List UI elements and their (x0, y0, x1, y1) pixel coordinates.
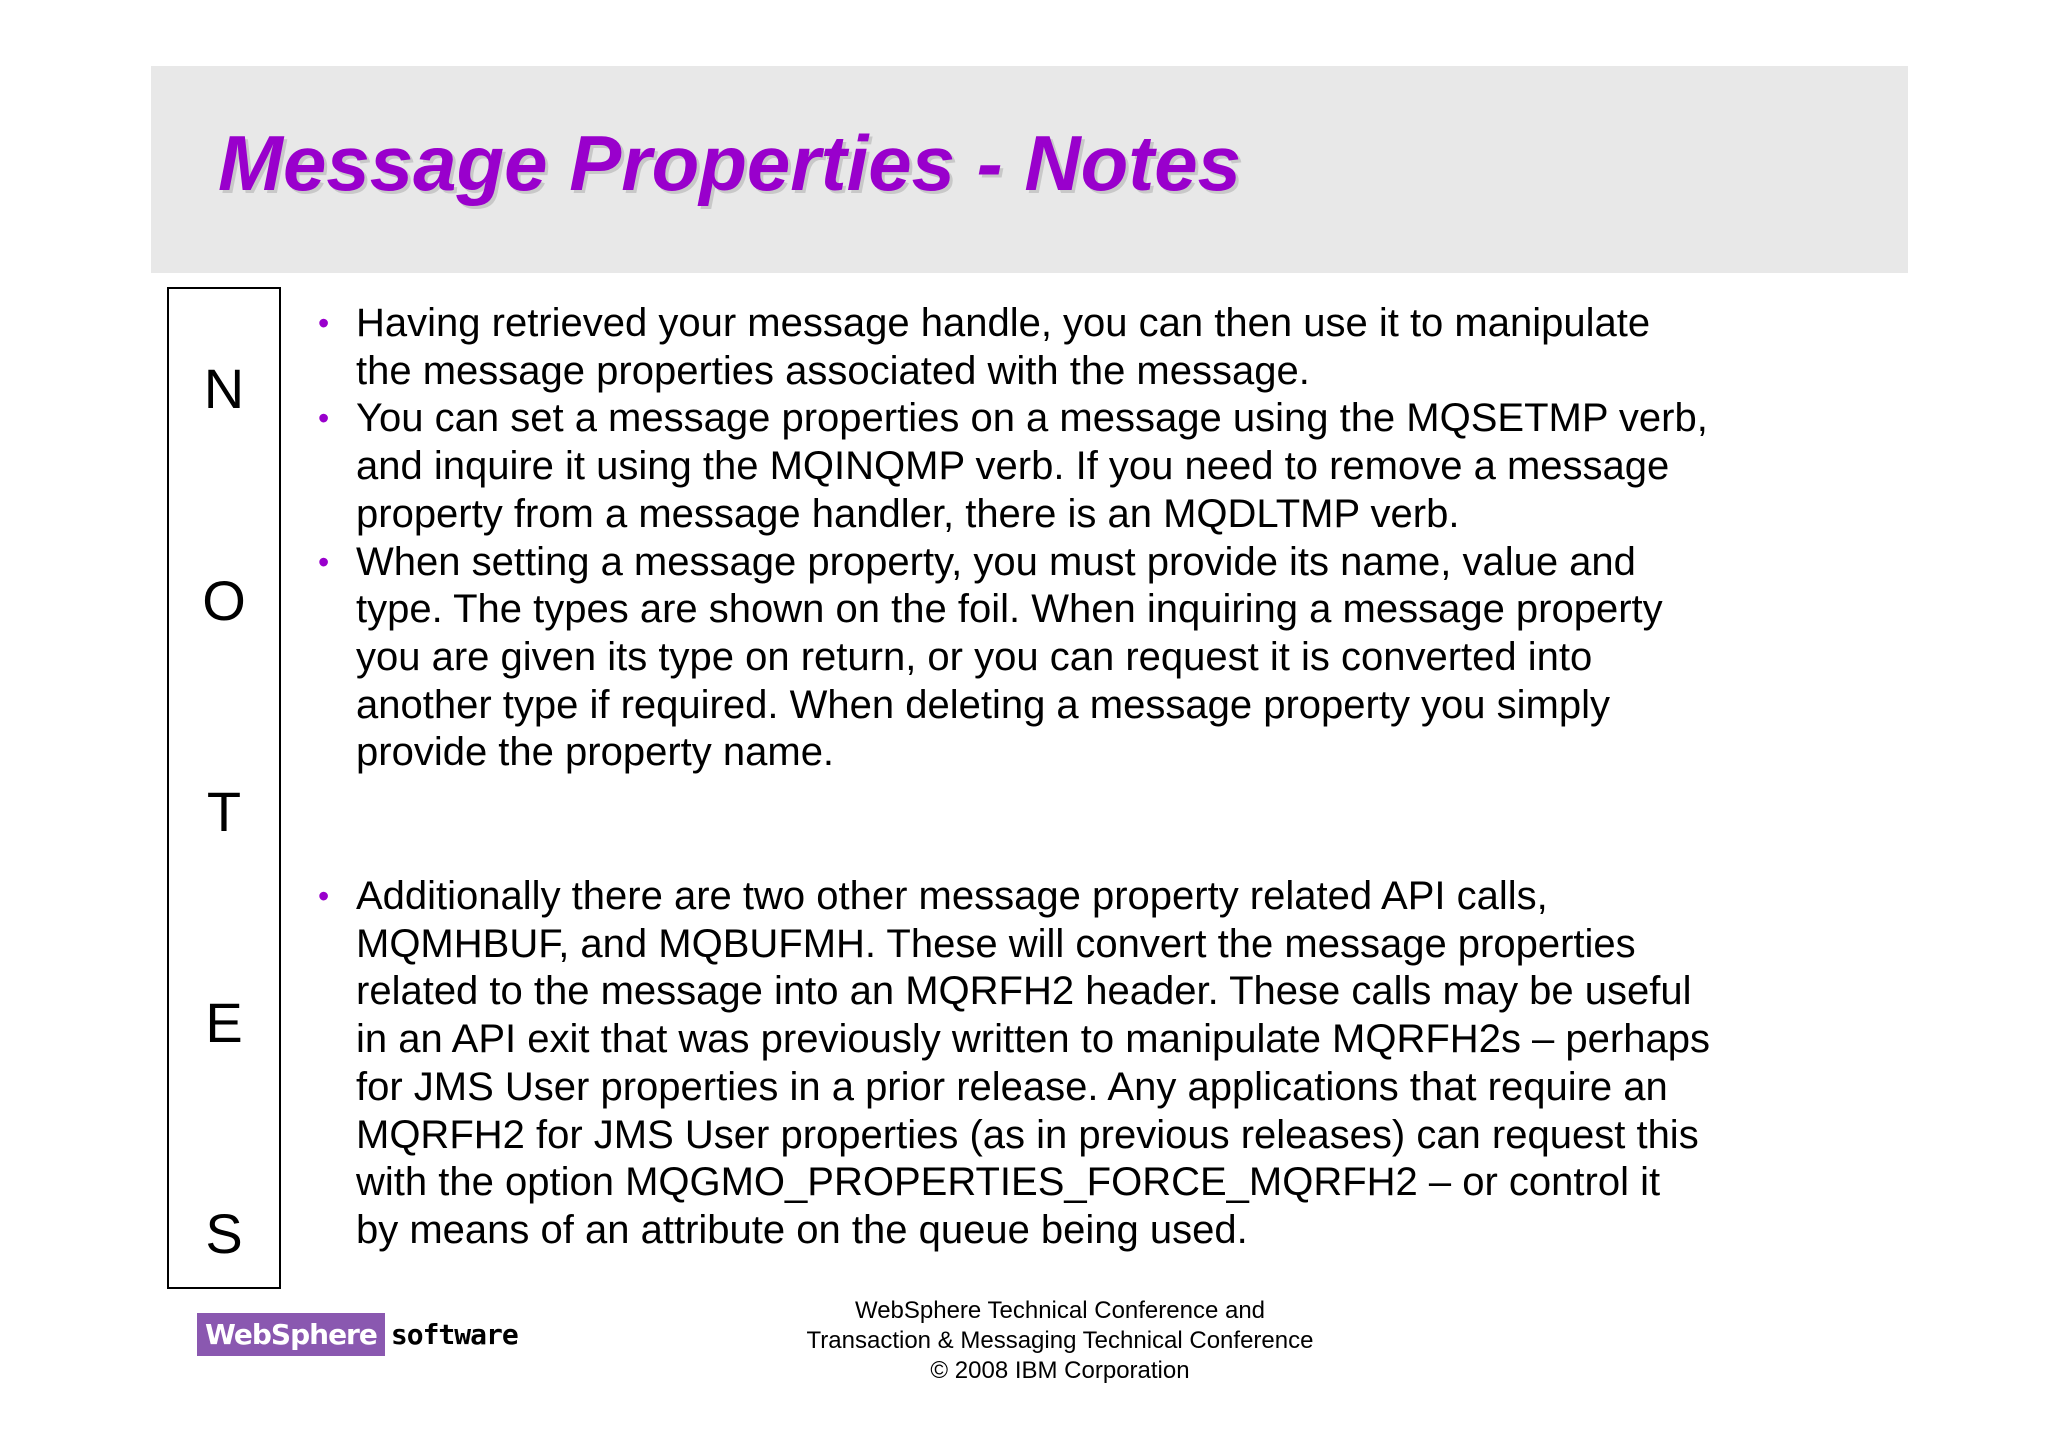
footer-conference-line2: Transaction & Messaging Technical Conference (806, 1327, 1314, 1354)
bullet-item (318, 300, 1898, 395)
notes-letter-o: O (202, 569, 246, 632)
notes-body (318, 300, 1898, 1255)
bullet-dot-icon: • (318, 878, 330, 915)
bullet-text: When setting a message property, you must provide its name, value and type. The types are shown on the foil. When inquiring a message property you are given its type on return, or you can request it is converted into another type if required. When deleting a message property you simply provide the property name. (356, 539, 1663, 775)
logo-suffix-text: software (390, 1318, 518, 1351)
notes-letter-s: S (205, 1202, 243, 1265)
footer-copyright: © 2008 IBM Corporation (930, 1357, 1190, 1384)
bullet-dot-icon: • (318, 305, 330, 341)
bullet-item (318, 873, 1898, 1255)
footer-conference-info (710, 1296, 1410, 1386)
notes-letter-e: E (205, 991, 243, 1054)
bullet-text: Having retrieved your message handle, you can then use it to manipulate the message properties associated with the message. (356, 301, 1651, 393)
footer-conference-line1: WebSphere Technical Conference and (854, 1297, 1266, 1324)
bullet-text: You can set a message properties on a message using the MQSETMP verb, and inquire it using the MQINQMP verb. If you need to remove a message property from a message handler, there is an MQDLTMP verb. (356, 396, 1708, 536)
notes-letter-n: N (203, 357, 245, 420)
notes-vertical-label (167, 287, 281, 1289)
logo-brand-text: WebSphere (197, 1313, 385, 1356)
title-band (151, 66, 1908, 273)
bullet-item (318, 395, 1898, 538)
bullet-dot-icon: • (318, 400, 330, 437)
slide-title: Message Properties - Notes (218, 119, 1242, 207)
websphere-software-logo (197, 1313, 518, 1356)
bullet-text: Additionally there are two other message property related API calls, MQMHBUF, and MQBUFMH. These will convert the message properties related to the message into an MQRFH2 header. These calls may be useful in an API exit that was previously written to manipulate MQRFH2s – perhaps for JMS User properties in a prior release. Any applications that require an MQRFH2 for JMS User properties (as in previous releases) can request this with the option MQGMO_PROPERTIES_FORCE_MQRFH2 – or control it by means of an attribute on the queue being used. (356, 874, 1710, 1252)
notes-letter-t: T (206, 780, 242, 843)
bullet-item (318, 539, 1898, 778)
bullet-dot-icon: • (318, 543, 330, 580)
